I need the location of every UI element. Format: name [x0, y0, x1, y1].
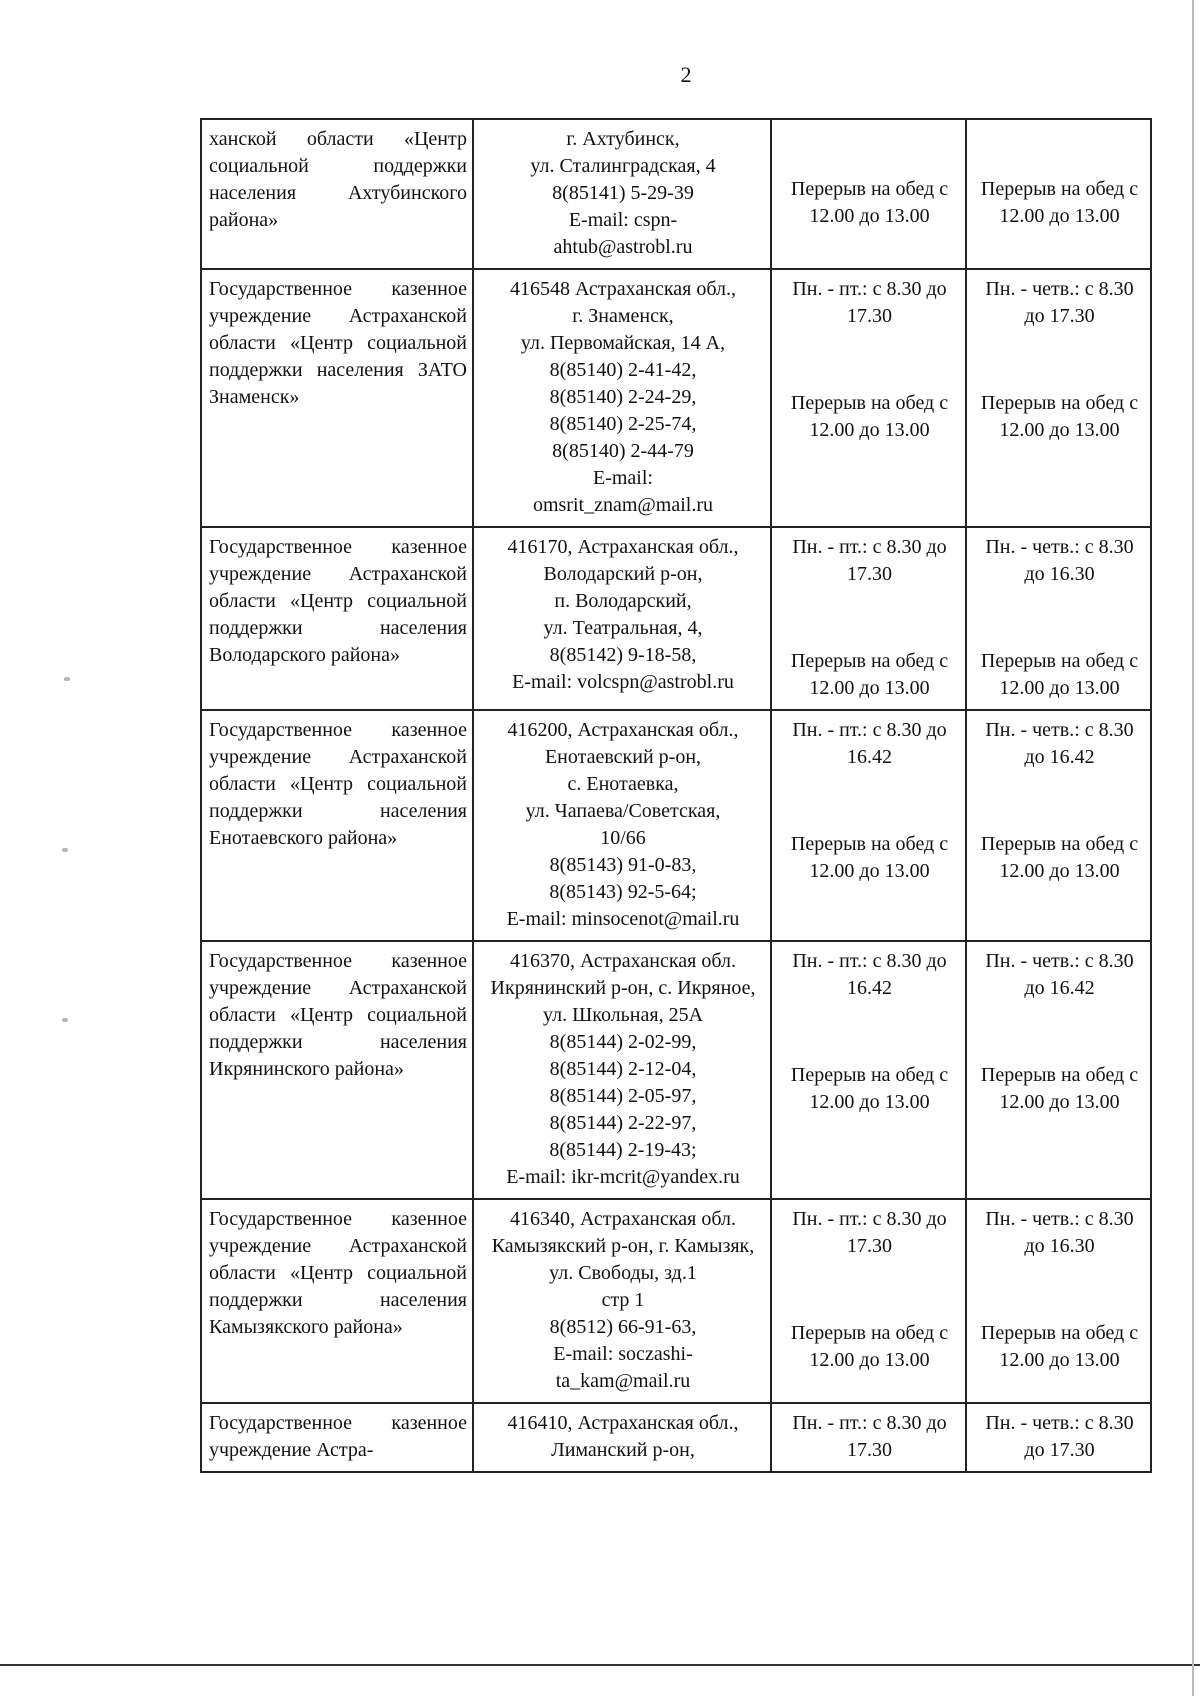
- weekday-schedule-cell: [771, 1199, 966, 1403]
- weekday-schedule-cell: [771, 269, 966, 527]
- address-line: ул. Чапаева/Советская,: [525, 800, 721, 822]
- institutions-table: [200, 118, 1152, 1473]
- short-week-schedule-cell: [966, 710, 1151, 941]
- address-line: Икрянинский р-он, с. Икряное, ул. Школьная, 25А: [490, 977, 756, 1026]
- table-row: [201, 941, 1151, 1199]
- address-line: 10/66: [600, 827, 646, 849]
- short-week-schedule-cell: [966, 1403, 1151, 1472]
- address-line: 8(8512) 66-91-63,: [549, 1316, 697, 1338]
- org-name-cell: [201, 269, 473, 527]
- address-line: 8(85144) 2-22-97,: [549, 1112, 697, 1134]
- working-hours: Пн. - пт.: с 8.30 до 16.42: [792, 719, 947, 768]
- address-line: 416370, Астраханская обл.: [509, 950, 737, 972]
- working-hours: Пн. - четв.: с 8.30 до 17.30: [985, 1412, 1134, 1461]
- working-hours: Пн. - четв.: с 8.30 до 16.42: [985, 950, 1134, 999]
- org-name-cell: [201, 527, 473, 710]
- address-line: 8(85143) 91-0-83,: [549, 854, 697, 876]
- address-line: 8(85143) 92-5-64;: [549, 881, 697, 903]
- org-name: Государственное казенное учреждение Астраханской области «Центр социальной поддержки населения ЗАТО Знаменск»: [209, 278, 467, 408]
- working-hours: Пн. - пт.: с 8.30 до 16.42: [792, 950, 947, 999]
- lunch-break: Перерыв на обед с 12.00 до 13.00: [980, 392, 1139, 441]
- lunch-break: Перерыв на обед с 12.00 до 13.00: [790, 650, 949, 699]
- address-line: 8(85140) 2-25-74,: [549, 413, 697, 435]
- address-line: E-mail: ikr-mcrit@yandex.ru: [506, 1166, 740, 1188]
- table-row: [201, 710, 1151, 941]
- lunch-break: Перерыв на обед с 12.00 до 13.00: [790, 833, 949, 882]
- lunch-break: Перерыв на обед с 12.00 до 13.00: [790, 392, 949, 441]
- weekday-schedule-cell: [771, 710, 966, 941]
- address-line: Енотаевский р-он,: [544, 746, 702, 768]
- org-name-cell: [201, 1403, 473, 1472]
- address-line: E-mail:: [593, 467, 653, 489]
- table-row: [201, 269, 1151, 527]
- address-line: 8(85140) 2-44-79: [552, 440, 694, 462]
- weekday-schedule-cell: [771, 119, 966, 269]
- scan-speck: [62, 848, 68, 852]
- address-line: г. Ахтубинск,: [566, 128, 680, 150]
- address-line: E-mail: volcspn@astrobl.ru: [512, 671, 734, 693]
- org-name-cell: [201, 710, 473, 941]
- lunch-break: Перерыв на обед с 12.00 до 13.00: [790, 1064, 949, 1113]
- weekday-schedule-cell: [771, 1403, 966, 1472]
- address-line: ahtub@astrobl.ru: [553, 236, 693, 258]
- lunch-break: Перерыв на обед с 12.00 до 13.00: [980, 178, 1139, 227]
- address-line: E-mail: soczashi-: [553, 1343, 693, 1365]
- working-hours: Пн. - четв.: с 8.30 до 17.30: [985, 278, 1134, 327]
- working-hours: Пн. - четв.: с 8.30 до 16.42: [985, 719, 1134, 768]
- address-line: 416170, Астраханская обл.,: [507, 536, 739, 558]
- address-cell: [473, 1199, 771, 1403]
- scan-speck: [62, 1018, 68, 1022]
- address-line: 8(85140) 2-41-42,: [549, 359, 697, 381]
- org-name: Государственное казенное учреждение Астраханской области «Центр социальной поддержки населения Володарского района»: [209, 536, 467, 666]
- address-line: 8(85144) 2-19-43;: [549, 1139, 697, 1161]
- address-cell: [473, 119, 771, 269]
- weekday-schedule-cell: [771, 941, 966, 1199]
- address-line: E-mail: minsocenot@mail.ru: [506, 908, 740, 930]
- short-week-schedule-cell: [966, 119, 1151, 269]
- address-cell: [473, 710, 771, 941]
- address-line: стр 1: [601, 1289, 645, 1311]
- address-line: 416200, Астраханская обл.,: [507, 719, 739, 741]
- address-cell: [473, 527, 771, 710]
- address-line: omsrit_znam@mail.ru: [532, 494, 714, 516]
- address-line: г. Знаменск,: [572, 305, 674, 327]
- lunch-break: Перерыв на обед с 12.00 до 13.00: [980, 833, 1139, 882]
- org-name-cell: [201, 941, 473, 1199]
- short-week-schedule-cell: [966, 941, 1151, 1199]
- table-row: [201, 1199, 1151, 1403]
- scan-speck: [64, 677, 70, 681]
- address-line: E-mail: cspn-: [568, 209, 678, 231]
- lunch-break: Перерыв на обед с 12.00 до 13.00: [980, 1064, 1139, 1113]
- address-line: Камызякский р-он, г. Камызяк, ул. Свободы, зд.1: [491, 1235, 755, 1284]
- address-line: 416340, Астраханская обл.: [509, 1208, 737, 1230]
- short-week-schedule-cell: [966, 1199, 1151, 1403]
- table-row: [201, 527, 1151, 710]
- org-name: Государственное казенное учреждение Астра-: [209, 1412, 467, 1461]
- address-line: ул. Первомайская, 14 А,: [520, 332, 726, 354]
- org-name: Государственное казенное учреждение Астраханской области «Центр социальной поддержки населения Енотаевского района»: [209, 719, 467, 849]
- lunch-break: Перерыв на обед с 12.00 до 13.00: [790, 178, 949, 227]
- lunch-break: Перерыв на обед с 12.00 до 13.00: [790, 1322, 949, 1371]
- short-week-schedule-cell: [966, 527, 1151, 710]
- org-name: ханской области «Центр социальной поддержки населения Ахтубинского района»: [209, 128, 467, 231]
- address-line: 8(85140) 2-24-29,: [549, 386, 697, 408]
- address-line: п. Володарский,: [554, 590, 692, 612]
- working-hours: Пн. - пт.: с 8.30 до 17.30: [792, 1412, 947, 1461]
- address-line: Володарский р-он,: [543, 563, 703, 585]
- working-hours: Пн. - пт.: с 8.30 до 17.30: [792, 1208, 947, 1257]
- address-line: 8(85142) 9-18-58,: [549, 644, 697, 666]
- table-row: [201, 119, 1151, 269]
- address-line: ул. Сталинградская, 4: [530, 155, 716, 177]
- working-hours: Пн. - четв.: с 8.30 до 16.30: [985, 1208, 1134, 1257]
- address-line: с. Енотаевка,: [567, 773, 679, 795]
- lunch-break: Перерыв на обед с 12.00 до 13.00: [980, 650, 1139, 699]
- working-hours: Пн. - пт.: с 8.30 до 17.30: [792, 278, 947, 327]
- org-name: Государственное казенное учреждение Астраханской области «Центр социальной поддержки населения Икрянинского района»: [209, 950, 467, 1080]
- address-line: ta_kam@mail.ru: [555, 1370, 691, 1392]
- address-cell: [473, 269, 771, 527]
- address-line: Лиманский р-он,: [551, 1439, 695, 1461]
- table-row: [201, 1403, 1151, 1472]
- org-name: Государственное казенное учреждение Астраханской области «Центр социальной поддержки населения Камызякского района»: [209, 1208, 467, 1338]
- page-number: 2: [680, 62, 692, 87]
- address-line: 8(85141) 5-29-39: [552, 182, 694, 204]
- working-hours: Пн. - пт.: с 8.30 до 17.30: [792, 536, 947, 585]
- page-bottom-rule: [0, 1664, 1200, 1666]
- address-line: 416410, Астраханская обл.,: [507, 1412, 739, 1434]
- weekday-schedule-cell: [771, 527, 966, 710]
- working-hours: Пн. - четв.: с 8.30 до 16.30: [985, 536, 1134, 585]
- address-line: 8(85144) 2-05-97,: [549, 1085, 697, 1107]
- address-cell: [473, 1403, 771, 1472]
- address-line: 8(85144) 2-02-99,: [549, 1031, 697, 1053]
- address-line: 8(85144) 2-12-04,: [549, 1058, 697, 1080]
- address-line: 416548 Астраханская обл.,: [509, 278, 737, 300]
- short-week-schedule-cell: [966, 269, 1151, 527]
- lunch-break: Перерыв на обед с 12.00 до 13.00: [980, 1322, 1139, 1371]
- org-name-cell: [201, 1199, 473, 1403]
- scan-edge: [1192, 0, 1194, 1696]
- address-cell: [473, 941, 771, 1199]
- address-line: ул. Театральная, 4,: [543, 617, 703, 639]
- org-name-cell: [201, 119, 473, 269]
